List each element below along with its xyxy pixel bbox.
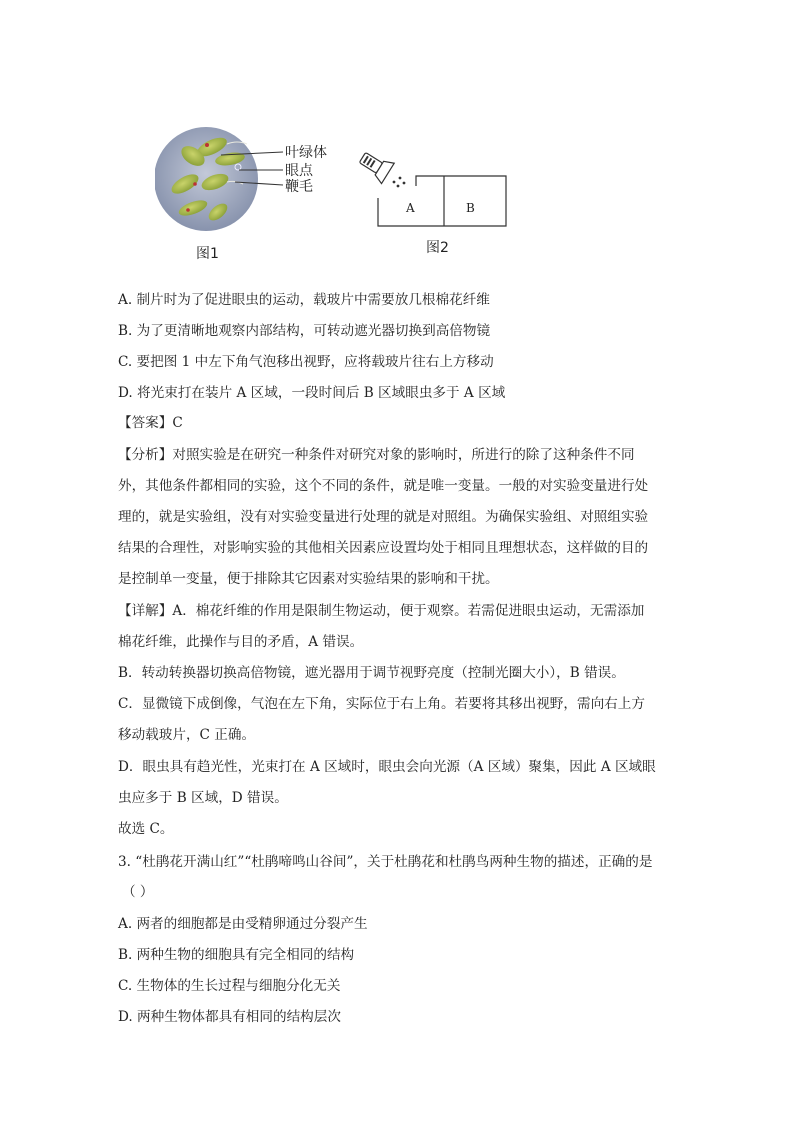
option-a: A. 制片时为了促进眼虫的运动，载玻片中需要放几根棉花纤维 <box>118 292 490 308</box>
flagellum-label: 鞭毛 <box>285 179 313 195</box>
conclusion-line: 故选 C。 <box>118 821 174 837</box>
explanation-line: C．显微镜下成倒像，气泡在左下角，实际位于右上角。若要将其移出视野，需向右上方 <box>118 696 645 712</box>
analysis-line: 理的，就是实验组，没有对实验变量进行处理的就是对照组。为确保实验组、对照组实验 <box>118 509 649 525</box>
explanation-line: D．眼虫具有趋光性，光束打在 A 区域时，眼虫会向光源（A 区域）聚集，因此 A 区域眼 <box>118 759 656 775</box>
option-c: C. 要把图 1 中左下角气泡移出视野，应将载玻片往右上方移动 <box>118 354 494 370</box>
q3-option-d: D. 两种生物体都具有相同的结构层次 <box>118 1009 341 1025</box>
explanation-line: 【详解】A．棉花纤维的作用是限制生物运动，便于观察。若需促进眼虫运动，无需添加 <box>118 603 645 619</box>
explanation-line: B．转动转换器切换高倍物镜，遮光器用于调节视野亮度（控制光圈大小），B 错误。 <box>118 665 625 681</box>
explanation-line: 棉花纤维，此操作与目的矛盾，A 错误。 <box>118 634 364 650</box>
eyespot-mark <box>205 143 209 147</box>
figure-2-caption: 图2 <box>426 240 449 256</box>
region-b-label: B <box>466 201 475 215</box>
option-b: B. 为了更清晰地观察内部结构，可转动遮光器切换到高倍物镜 <box>118 323 491 339</box>
analysis-line: 结果的合理性，对影响实验的其他相关因素应设置均处于相同且理想状态，这样做的目的 <box>118 540 649 556</box>
explanation-line: 虫应多于 B 区域，D 错误。 <box>118 790 288 806</box>
explanation-line: 移动载玻片，C 正确。 <box>118 727 256 743</box>
q3-option-b: B. 两种生物的细胞具有完全相同的结构 <box>118 947 355 963</box>
chloroplast-label: 叶绿体 <box>285 145 327 161</box>
eyespot-label: 眼点 <box>285 163 313 179</box>
analysis-line: 【分析】对照实验是在研究一种条件对研究对象的影响时，所进行的除了这种条件不同 <box>118 447 635 463</box>
q3-option-c: C. 生物体的生长过程与细胞分化无关 <box>118 978 341 994</box>
answer-blank: （ ） <box>122 884 154 900</box>
analysis-line: 外，其他条件都相同的实验，这个不同的条件，就是唯一变量。一般的对实验变量进行处 <box>118 478 649 494</box>
figure-1-caption: 图1 <box>196 246 219 262</box>
light-experiment-diagram <box>356 148 514 260</box>
q3-option-a: A. 两者的细胞都是由受精卵通过分裂产生 <box>118 916 368 932</box>
option-d: D. 将光束打在装片 A 区域，一段时间后 B 区域眼虫多于 A 区域 <box>118 385 506 401</box>
figure-2 <box>356 148 514 260</box>
light-beam-dots <box>393 177 406 188</box>
region-a-label: A <box>406 201 415 215</box>
slide-container <box>378 176 506 226</box>
figure-1 <box>155 122 330 264</box>
euglena-micrograph <box>155 122 330 264</box>
question-3-stem: 3. “杜鹃花开满山红”“杜鹃啼鸣山谷间”，关于杜鹃花和杜鹃鸟两种生物的描述，正确的是 <box>118 854 653 870</box>
answer-line: 【答案】C <box>118 415 183 431</box>
flashlight-icon <box>356 148 394 184</box>
analysis-line: 是控制单一变量，便于排除其它因素对实验结果的影响和干扰。 <box>118 571 499 587</box>
